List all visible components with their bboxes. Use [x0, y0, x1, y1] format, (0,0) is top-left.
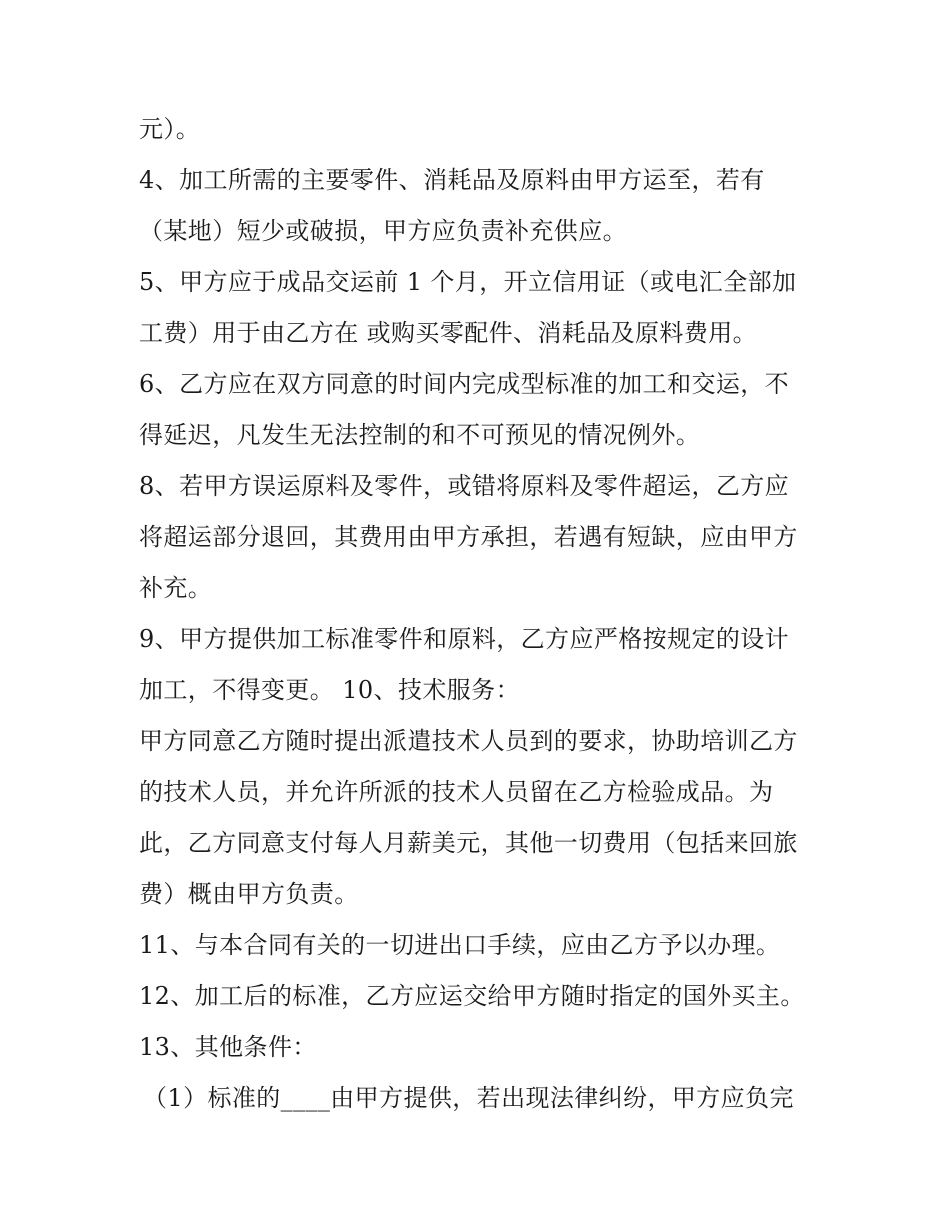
text-line: 工费）用于由乙方在 或购买零配件、消耗品及原料费用。	[139, 319, 758, 347]
text-line: 甲方同意乙方随时提出派遣技术人员到的要求，协助培训乙方	[139, 727, 798, 755]
text-line: 13、其他条件：	[139, 1033, 317, 1061]
text-line: 9、甲方提供加工标准零件和原料，乙方应严格按规定的设计	[139, 625, 790, 653]
text-line: （某地）短少或破损，甲方应负责补充供应。	[139, 217, 627, 245]
text-line: 将超运部分退回，其费用由甲方承担，若遇有短缺，应由甲方	[139, 523, 798, 551]
text-line: 4、加工所需的主要零件、消耗品及原料由甲方运至，若有	[139, 166, 765, 194]
text-line: 补充。	[139, 574, 213, 602]
text-line: 5、甲方应于成品交运前 1 个月，开立信用证（或电汇全部加	[139, 268, 797, 296]
text-line: 加工，不得变更。 10、技术服务：	[139, 676, 520, 704]
text-line: 6、乙方应在双方同意的时间内完成型标准的加工和交运，不	[139, 370, 790, 398]
contract-text	[139, 104, 819, 1124]
text-line: 得延迟，凡发生无法控制的和不可预见的情况例外。	[139, 421, 701, 449]
text-line: 11、与本合同有关的一切进出口手续，应由乙方予以办理。	[139, 931, 781, 959]
text-line: 12、加工后的标准，乙方应运交给甲方随时指定的国外买主。	[139, 982, 805, 1010]
text-line: （1）标准的____由甲方提供，若出现法律纠纷，甲方应负完	[143, 1084, 794, 1112]
text-line: 元）。	[139, 115, 201, 143]
text-line: 的技术人员，并允许所派的技术人员留在乙方检验成品。为	[139, 778, 774, 806]
text-line: 此，乙方同意支付每人月薪美元，其他一切费用（包括来回旅	[139, 829, 798, 857]
text-line: 8、若甲方误运原料及零件，或错将原料及零件超运，乙方应	[139, 472, 790, 500]
text-line: 费）概由甲方负责。	[139, 880, 359, 908]
